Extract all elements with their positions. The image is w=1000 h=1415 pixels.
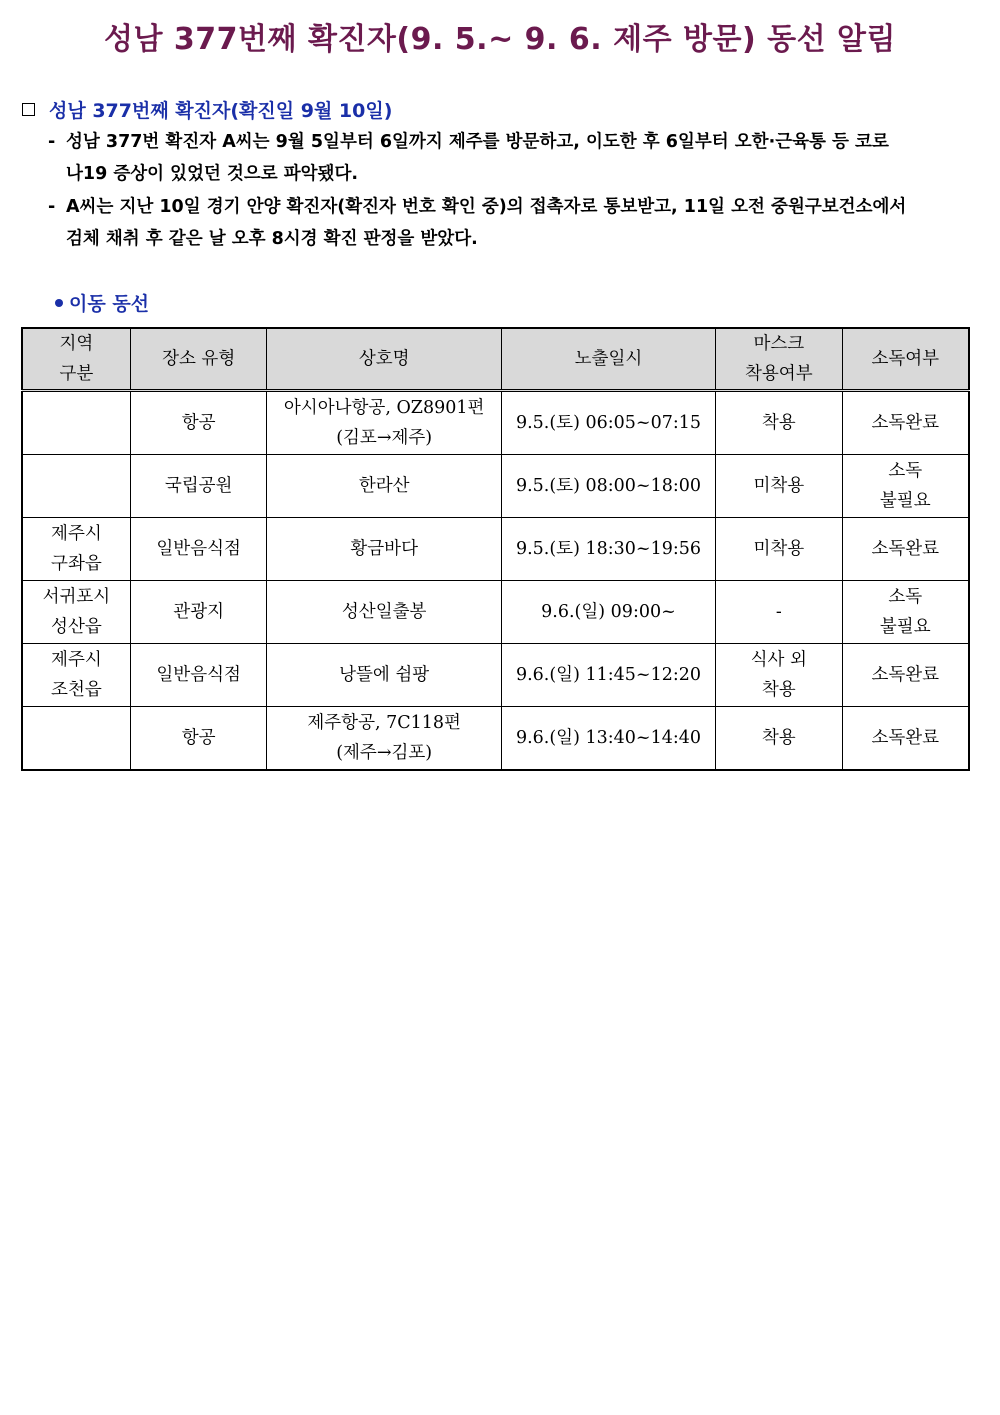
header-region: 지역 구분	[22, 328, 130, 391]
cell-region: 서귀포시 성산읍	[22, 581, 130, 644]
table-row	[22, 707, 969, 771]
paragraph-line: 성남 377번 확진자 A씨는 9월 5일부터 6일까지 제주를 방문하고, 이도한 후 6일부터 오한·근육통 등 코로	[66, 132, 889, 152]
dash-marker: -	[48, 132, 56, 152]
cell-disinfection: 소독 불필요	[842, 581, 969, 644]
cell-business-name: 낭뜰에 쉼팡	[267, 644, 501, 707]
cell-exposure-time: 9.5.(토) 18:30~19:56	[501, 518, 715, 581]
table-row	[22, 644, 969, 707]
cell-place-type: 관광지	[130, 581, 267, 644]
cell-region: 제주시 구좌읍	[22, 518, 130, 581]
route-heading	[55, 289, 149, 316]
bullet-dot-icon	[55, 299, 63, 307]
section-heading	[22, 96, 392, 123]
cell-disinfection: 소독완료	[842, 644, 969, 707]
cell-exposure-time: 9.5.(토) 08:00~18:00	[501, 455, 715, 518]
section-heading-text: 성남 377번째 확진자(확진일 9월 10일)	[49, 100, 393, 122]
cell-mask: 착용	[716, 707, 842, 771]
table-row	[22, 455, 969, 518]
cell-mask: 미착용	[716, 518, 842, 581]
cell-region	[22, 707, 130, 771]
cell-disinfection: 소독완료	[842, 707, 969, 771]
paragraph-symptoms	[48, 126, 983, 190]
paragraph-contact	[48, 191, 983, 255]
header-place-type: 장소 유형	[130, 328, 267, 391]
cell-place-type: 일반음식점	[130, 518, 267, 581]
dash-marker: -	[48, 197, 56, 217]
paragraph-line: 나19 증상이 있었던 것으로 파악됐다.	[66, 164, 359, 184]
header-business-name: 상호명	[267, 328, 501, 391]
paragraph-line: A씨는 지난 10일 경기 안양 확진자(확진자 번호 확인 중)의 접촉자로 통보받고, 11일 오전 중원구보건소에서	[66, 197, 907, 217]
cell-region	[22, 455, 130, 518]
cell-place-type: 항공	[130, 391, 267, 455]
cell-place-type: 일반음식점	[130, 644, 267, 707]
header-disinfection: 소독여부	[842, 328, 969, 391]
paragraph-line: 검체 채취 후 같은 날 오후 8시경 확진 판정을 받았다.	[66, 229, 478, 249]
checkbox-icon	[22, 103, 35, 116]
cell-disinfection: 소독완료	[842, 391, 969, 455]
header-mask: 마스크 착용여부	[716, 328, 842, 391]
route-table	[21, 327, 970, 771]
cell-place-type: 국립공원	[130, 455, 267, 518]
cell-exposure-time: 9.6.(일) 09:00~	[501, 581, 715, 644]
cell-mask: 착용	[716, 391, 842, 455]
cell-place-type: 항공	[130, 707, 267, 771]
cell-exposure-time: 9.6.(일) 11:45~12:20	[501, 644, 715, 707]
cell-mask: -	[716, 581, 842, 644]
cell-region: 제주시 조천읍	[22, 644, 130, 707]
cell-region	[22, 391, 130, 455]
cell-business-name: 황금바다	[267, 518, 501, 581]
table-row	[22, 581, 969, 644]
cell-exposure-time: 9.6.(일) 13:40~14:40	[501, 707, 715, 771]
cell-business-name: 한라산	[267, 455, 501, 518]
cell-exposure-time: 9.5.(토) 06:05~07:15	[501, 391, 715, 455]
table-header-row	[22, 328, 969, 391]
cell-mask: 식사 외 착용	[716, 644, 842, 707]
page-title: 성남 377번째 확진자(9. 5.~ 9. 6. 제주 방문) 동선 알림	[104, 22, 896, 57]
cell-mask: 미착용	[716, 455, 842, 518]
cell-business-name: 아시아나항공, OZ8901편 (김포→제주)	[267, 391, 501, 455]
header-exposure-time: 노출일시	[501, 328, 715, 391]
table-row	[22, 391, 969, 455]
route-heading-text: 이동 동선	[69, 293, 150, 315]
cell-business-name: 제주항공, 7C118편 (제주→김포)	[267, 707, 501, 771]
cell-disinfection: 소독완료	[842, 518, 969, 581]
cell-disinfection: 소독 불필요	[842, 455, 969, 518]
cell-business-name: 성산일출봉	[267, 581, 501, 644]
table-row	[22, 518, 969, 581]
